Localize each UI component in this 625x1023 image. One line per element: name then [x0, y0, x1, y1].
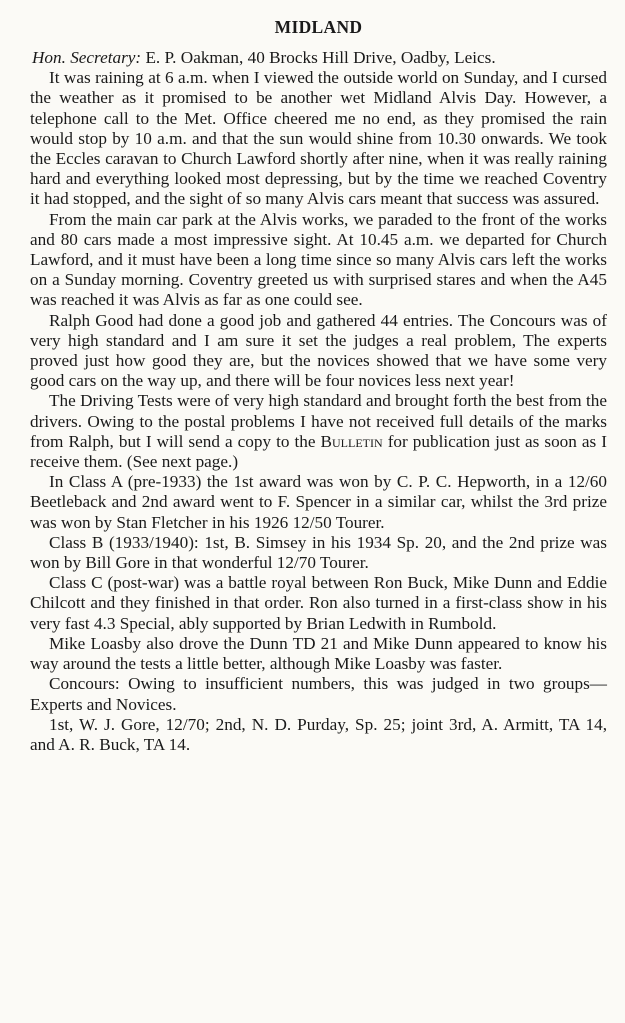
paragraph-weather: It was raining at 6 a.m. when I viewed the outside world on Sunday, and I cursed the weather as it promised to be another wet Midland Alvis Day. However, a telephone call to the Met. Office cheered me no end, as they promised the rain would stop by 10 a.m. and that the sun would shine from 10.30 onwards. We took the Eccles caravan to Church Lawford shortly after nine, when it was really raining hard and everything looked most depressing, but by the time we reached Coventry it had stopped, and the sight of so many Alvis cars meant that success was assured.	[30, 68, 607, 209]
secretary-label: Hon. Secretary:	[32, 48, 142, 67]
driving-tests-text-end: for publication just as soon as I receive them. (See next page.)	[30, 431, 607, 472]
paragraph-loasby: Mike Loasby also drove the Dunn TD 21 and Mike Dunn appeared to know his way around the tests a little better, although Mike Loasby was faster.	[30, 633, 607, 674]
secretary-address: E. P. Oakman, 40 Brocks Hill Drive, Oadby, Leics.	[141, 48, 496, 67]
paragraph-class-c: Class C (post-war) was a battle royal between Ron Buck, Mike Dunn and Eddie Chilcott and they finished in that order. Ron also turned in a first-class show in his very fast 4.3 Special, ably supported by Brian Ledwith in Rumbold.	[30, 573, 607, 633]
paragraph-entries: Ralph Good had done a good job and gathered 44 entries. The Concours was of very high standard and I am sure it set the judges a real problem, The experts proved just how good they are, but the novices showed that we have some very good cars on the way up, and there will be four novices less next year!	[30, 310, 607, 391]
paragraph-driving-tests	[30, 391, 607, 472]
paragraph-concours-results: 1st, W. J. Gore, 12/70; 2nd, N. D. Purday, Sp. 25; joint 3rd, A. Armitt, TA 14, and A. R. Buck, TA 14.	[30, 714, 607, 754]
paragraph-class-b: Class B (1933/1940): 1st, B. Simsey in his 1934 Sp. 20, and the 2nd prize was won by Bill Gore in that wonderful 12/70 Tourer.	[30, 532, 607, 573]
section-heading: MIDLAND	[274, 17, 363, 37]
driving-tests-text-start: The Driving Tests were of very high standard and brought forth the best from the drivers. Owing to the postal problems I have not received full details of the marks from Ralph, but I will send a copy to the	[30, 391, 607, 451]
paragraph-parade: From the main car park at the Alvis works, we paraded to the front of the works and 80 cars made a most impressive sight. At 10.45 a.m. we departed for Church Lawford, and it must have been a long time since so many Alvis cars left the works on a Sunday morning. Coventry greeted us with surprised stares and when the A45 was reached it was Alvis as far as one could see.	[30, 209, 607, 310]
secretary-line	[32, 48, 607, 68]
paragraph-class-a: In Class A (pre-1933) the 1st award was won by C. P. C. Hepworth, in a 12/60 Beetleback and 2nd award went to F. Spencer in a similar car, whilst the 3rd prize was won by Stan Fletcher in his 1926 12/50 Tourer.	[30, 472, 607, 532]
bulletin-name: Bulletin	[320, 431, 383, 451]
paragraph-concours: Concours: Owing to insufficient numbers, this was judged in two groups—Experts and Novices.	[30, 674, 607, 714]
